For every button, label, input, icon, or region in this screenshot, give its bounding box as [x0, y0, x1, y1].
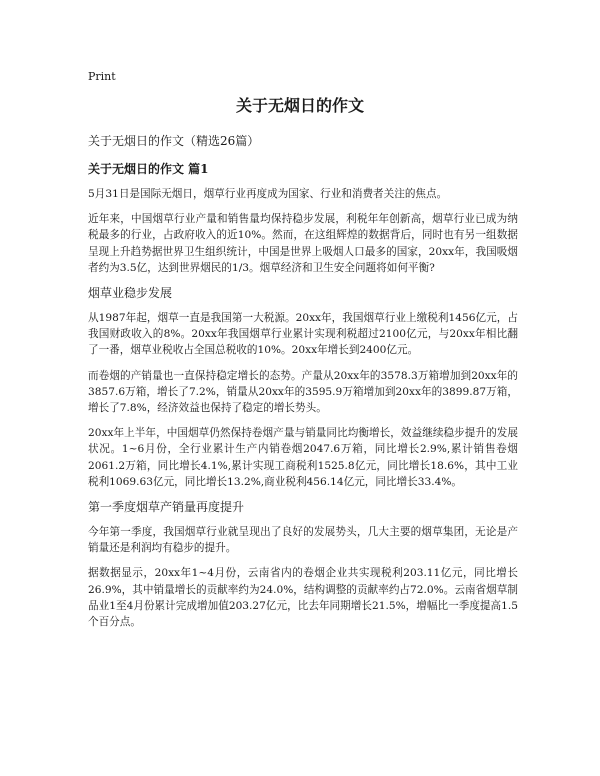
print-label: Print [88, 70, 116, 83]
paragraph: 5月31日是国际无烟日，烟草行业再度成为国家、行业和消费者关注的焦点。 [88, 188, 448, 200]
paragraph: 据数据显示，20xx年1~4月份，云南省内的卷烟企业共实现税利203.11亿元，同比增长26.9%，其中销量增长的贡献率约为24.0%，结构调整的贡献率约占72.0%。云南省烟草制品业1至4月份累计完成增加值203.27亿元，比去年同期增长21.5%，增幅比一季度提高1.5个百分点。 [88, 567, 518, 629]
paragraph: 近年来，中国烟草行业产量和销售量均保持稳步发展，利税年年创新高，烟草行业已成为纳税最多的行业，占政府收入的近10%。然而，在这组辉煌的数据背后，同时也有另一组数据呈现上升趋势据世界卫生组织统计，中国是世界上吸烟人口最多的国家，20xx年，我国吸烟者约为3.5亿，达到世界烟民的1/3。烟草经济和卫生安全问题将如何平衡? [88, 213, 518, 274]
sub-heading: 第一季度烟草产销量再度提升 [88, 500, 245, 515]
section-heading: 关于无烟日的作文 篇1 [88, 162, 209, 176]
paragraph: 20xx年上半年，中国烟草仍然保持卷烟产量与销量同比均衡增长，效益继续稳步提升的发展状况。1~6月份，全行业累计生产内销卷烟2047.6万箱，同比增长2.9%,累计销售卷烟2061.2万箱，同比增长4.1%,累计实现工商税利1525.8亿元，同比增长18.6%，其中工业税利1069.63亿元，同比增长13.2%,商业税利456.14亿元，同比增长33.4%。 [88, 427, 518, 488]
paragraph: 而卷烟的产销量也一直保持稳定增长的态势。产量从20xx年的3578.3万箱增加到20xx年的3857.6万箱，增长了7.2%，销量从20xx年的3595.9万箱增加到20xx年的3899.87万箱，增长了7.8%，经济效益也保持了稳定的增长势头。 [88, 369, 518, 415]
paragraph: 今年第一季度，我国烟草行业就呈现出了良好的发展势头，几大主要的烟草集团，无论是产销量还是利润均有稳步的提升。 [88, 526, 518, 555]
document-title: 关于无烟日的作文 [235, 96, 364, 115]
article-subtitle: 关于无烟日的作文（精选26篇） [88, 134, 260, 148]
sub-heading: 烟草业稳步发展 [88, 286, 173, 301]
article-body [88, 133, 518, 639]
paragraph: 从1987年起，烟草一直是我国第一大税源。20xx年，我国烟草行业上缴税利1456亿元，占我国财政收入的8%。20xx年我国烟草行业累计实现利税超过2100亿元，与20xx年相比翻了一番，烟草业税收占全国总税收的10%。20xx年增长到2400亿元。 [88, 312, 518, 357]
